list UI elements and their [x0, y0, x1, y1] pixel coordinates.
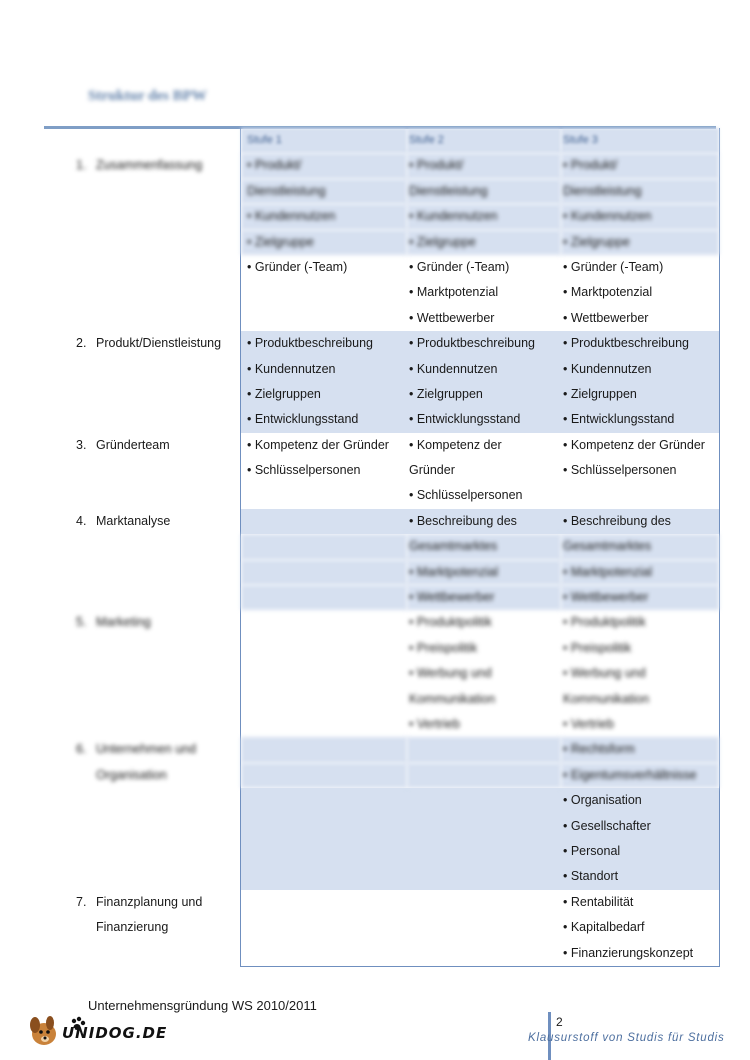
- row-topic: [96, 636, 241, 661]
- table-row: [64, 915, 720, 940]
- row-topic: Finanzplanung und: [96, 894, 203, 909]
- dog-nose: [44, 1037, 47, 1040]
- row-topic: [96, 534, 241, 559]
- stage-2-cell: • Preispolitik: [409, 640, 478, 655]
- stage-3-cell: • Gründer (-Team): [561, 255, 720, 280]
- stage-2-cell: Gründer: [409, 463, 455, 478]
- row-number: 5.: [76, 615, 87, 630]
- stage-1-cell: • Kompetenz der Gründer: [241, 433, 408, 458]
- dog-ear-shape: [46, 1016, 54, 1030]
- stage-3-cell: Kommunikation: [561, 687, 720, 712]
- row-topic: [96, 458, 241, 483]
- dog-eye: [46, 1030, 50, 1034]
- stage-3-cell: • Standort: [561, 864, 720, 889]
- stage-1-cell: • Zielgruppen: [241, 382, 408, 407]
- stage-3-cell: Gesamtmarktes: [561, 534, 720, 559]
- table-row: [64, 407, 720, 432]
- stage-3-cell: • Rentabilität: [561, 890, 720, 915]
- table-row: [64, 509, 720, 534]
- stage-1-cell: • Zielgruppe: [241, 230, 408, 255]
- table-row: [64, 280, 720, 305]
- stage-2-cell: [407, 763, 561, 788]
- row-topic: Finanzierung: [96, 920, 169, 935]
- table-row: [64, 712, 720, 737]
- table-header-row: [64, 128, 720, 153]
- row-topic: [96, 280, 241, 305]
- row-topic: Unternehmen und: [96, 742, 197, 757]
- row-topic: [96, 204, 241, 229]
- stage-3-cell: • Kundennutzen: [561, 357, 720, 382]
- stage-2-cell: • Kundennutzen: [407, 357, 561, 382]
- stage-1-cell: [241, 585, 408, 610]
- stage-3-cell: • Kompetenz der Gründer: [561, 433, 720, 458]
- row-topic: [96, 864, 241, 889]
- row-number: [64, 280, 96, 305]
- stage-3-cell: • Organisation: [561, 788, 720, 813]
- stage-1-cell: [241, 941, 408, 967]
- row-topic: [96, 661, 241, 686]
- row-number: [64, 941, 96, 967]
- row-number: [64, 661, 96, 686]
- row-number: [64, 357, 96, 382]
- table-row: [64, 153, 720, 178]
- footer-course: Unternehmensgründung WS 2010/2011: [88, 998, 317, 1013]
- stage-3-cell: Dienstleistung: [561, 179, 720, 204]
- row-number: [64, 560, 96, 585]
- row-number: [64, 407, 96, 432]
- table-row: [64, 306, 720, 331]
- stage-1-cell: [241, 788, 408, 813]
- stage-2-cell: [407, 839, 561, 864]
- stage-1-cell: [241, 306, 408, 331]
- bpw-structure-table: [64, 128, 720, 967]
- stage-1-cell: [241, 509, 408, 534]
- row-number: 3.: [76, 437, 87, 452]
- row-topic: [96, 585, 241, 610]
- stage-3-cell: • Beschreibung des: [561, 509, 720, 534]
- stage-3-cell: • Zielgruppen: [561, 382, 720, 407]
- stage-2-cell: • Entwicklungsstand: [407, 407, 561, 432]
- stage-3-cell: • Eigentumsverhältnisse: [561, 763, 720, 788]
- stage-1-cell: [241, 280, 408, 305]
- row-topic: [96, 483, 241, 508]
- row-topic: [96, 407, 241, 432]
- stage-3-cell: • Kapitalbedarf: [561, 915, 720, 940]
- row-number: [64, 814, 96, 839]
- row-number: [64, 788, 96, 813]
- stage-2-cell: • Zielgruppen: [407, 382, 561, 407]
- stage-2-cell: • Wettbewerber: [409, 310, 495, 325]
- table-row: [64, 560, 720, 585]
- table-row: [64, 357, 720, 382]
- row-number: [64, 687, 96, 712]
- dog-ear-shape: [30, 1017, 40, 1033]
- stage-3-cell: • Marktpotenzial: [561, 280, 720, 305]
- stage-2-cell: [407, 788, 561, 813]
- stage-1-cell: [241, 839, 408, 864]
- row-topic: Produkt/Dienstleistung: [96, 336, 222, 351]
- stage-1-cell: [241, 890, 408, 915]
- stage-2-cell: [407, 890, 561, 915]
- row-number: [64, 382, 96, 407]
- stage-1-cell: [241, 687, 408, 712]
- stage-3-cell: • Vertrieb: [561, 712, 720, 737]
- table-row: [64, 687, 720, 712]
- stage-2-cell: • Vertrieb: [409, 716, 460, 731]
- stage-3-cell: • Produkt/: [561, 153, 720, 178]
- stage-3-cell: • Zielgruppe: [561, 230, 720, 255]
- header-stage-3: Stufe 3: [561, 128, 720, 153]
- table-row: [64, 179, 720, 204]
- stage-2-cell: • Schlüsselpersonen: [409, 488, 523, 503]
- table-row: [64, 941, 720, 967]
- stage-3-cell: • Produktbeschreibung: [561, 331, 720, 356]
- stage-1-cell: • Produktbeschreibung: [241, 331, 408, 356]
- stage-2-cell: • Marktpotenzial: [409, 285, 499, 300]
- table-row: [64, 433, 720, 458]
- row-number: 7.: [76, 894, 87, 909]
- table-row: [64, 864, 720, 889]
- row-number: [64, 204, 96, 229]
- stage-2-cell: • Produkt/: [407, 153, 561, 178]
- stage-1-cell: • Entwicklungsstand: [241, 407, 408, 432]
- stage-2-cell: • Marktpotenzial: [407, 560, 561, 585]
- table-row: [64, 331, 720, 356]
- stage-2-cell: Dienstleistung: [407, 179, 561, 204]
- dog-eye: [39, 1030, 43, 1034]
- header-stage-2: Stufe 2: [407, 128, 561, 153]
- table-row: [64, 204, 720, 229]
- stage-3-cell: • Wettbewerber: [561, 585, 720, 610]
- table-row: [64, 636, 720, 661]
- row-number: 6.: [76, 742, 87, 757]
- stage-1-cell: [241, 712, 408, 737]
- stage-1-cell: [241, 483, 408, 508]
- row-topic: [96, 357, 241, 382]
- row-topic: [96, 941, 241, 967]
- stage-3-cell: • Finanzierungskonzept: [561, 941, 720, 967]
- logo-text: UNIDOG.DE: [62, 1024, 168, 1042]
- stage-2-cell: • Gründer (-Team): [409, 259, 510, 274]
- stage-3-cell: • Werbung und: [561, 661, 720, 686]
- stage-1-cell: [241, 737, 408, 762]
- table-row: [64, 382, 720, 407]
- row-topic: [96, 230, 241, 255]
- row-topic: [96, 382, 241, 407]
- stage-3-cell: • Wettbewerber: [561, 306, 720, 331]
- row-topic: [96, 687, 241, 712]
- stage-3-cell: • Preispolitik: [561, 636, 720, 661]
- table-row: [64, 814, 720, 839]
- row-number: [64, 585, 96, 610]
- stage-2-cell: [407, 737, 561, 762]
- table-row: [64, 610, 720, 635]
- row-number: [64, 534, 96, 559]
- row-topic: [96, 255, 241, 280]
- stage-2-cell: • Kundennutzen: [407, 204, 561, 229]
- stage-1-cell: [241, 661, 408, 686]
- row-number: [64, 864, 96, 889]
- stage-1-cell: [241, 610, 408, 635]
- table-row: [64, 255, 720, 280]
- table-row: [64, 890, 720, 915]
- header-stage-1: Stufe 1: [241, 128, 408, 153]
- paw-print-icon: [72, 1019, 76, 1023]
- stage-2-cell: • Werbung und: [409, 666, 492, 681]
- row-number: [64, 763, 96, 788]
- stage-3-cell: [561, 483, 720, 508]
- row-topic: Marketing: [96, 615, 151, 630]
- table-row: [64, 458, 720, 483]
- stage-2-cell: [407, 814, 561, 839]
- table-row: [64, 839, 720, 864]
- row-number: [64, 839, 96, 864]
- table-row: [64, 661, 720, 686]
- row-number: 2.: [76, 336, 87, 351]
- row-number: [64, 483, 96, 508]
- stage-3-cell: • Gesellschafter: [561, 814, 720, 839]
- row-number: [64, 712, 96, 737]
- stage-3-cell: • Personal: [561, 839, 720, 864]
- row-number: [64, 458, 96, 483]
- stage-1-cell: [241, 534, 408, 559]
- stage-2-cell: • Zielgruppe: [407, 230, 561, 255]
- stage-3-cell: • Schlüsselpersonen: [561, 458, 720, 483]
- row-number: 1.: [76, 158, 87, 173]
- document-title: Struktur des BPW: [88, 88, 207, 104]
- stage-3-cell: • Produktpolitik: [561, 610, 720, 635]
- row-topic: [96, 560, 241, 585]
- stage-2-cell: [407, 915, 561, 940]
- stage-1-cell: • Gründer (-Team): [241, 255, 408, 280]
- table-row: [64, 585, 720, 610]
- row-topic: Marktanalyse: [96, 513, 171, 528]
- table-row: [64, 230, 720, 255]
- row-topic: [96, 712, 241, 737]
- page-number: 2: [556, 1015, 563, 1029]
- stage-3-cell: • Entwicklungsstand: [561, 407, 720, 432]
- table-row: [64, 763, 720, 788]
- stage-1-cell: Dienstleistung: [241, 179, 408, 204]
- row-topic: Organisation: [96, 767, 167, 782]
- row-number: [64, 255, 96, 280]
- row-topic: Zusammenfassung: [96, 158, 203, 173]
- row-number: [64, 230, 96, 255]
- stage-2-cell: • Kompetenz der: [409, 437, 502, 452]
- row-topic: [96, 306, 241, 331]
- row-number: [64, 179, 96, 204]
- stage-1-cell: [241, 636, 408, 661]
- stage-1-cell: [241, 560, 408, 585]
- row-topic: [96, 179, 241, 204]
- stage-1-cell: [241, 814, 408, 839]
- stage-3-cell: • Rechtsform: [561, 737, 720, 762]
- stage-1-cell: [241, 763, 408, 788]
- stage-1-cell: • Kundennutzen: [241, 357, 408, 382]
- stage-2-cell: • Wettbewerber: [407, 585, 561, 610]
- stage-2-cell: [407, 941, 561, 967]
- row-number: 4.: [76, 513, 87, 528]
- row-number: [64, 636, 96, 661]
- table-row: [64, 483, 720, 508]
- stage-1-cell: • Kundennutzen: [241, 204, 408, 229]
- row-topic: [96, 788, 241, 813]
- stage-2-cell: • Produktpolitik: [409, 615, 492, 630]
- footer-tagline: Klausurstoff von Studis für Studis: [528, 1032, 725, 1044]
- stage-1-cell: • Schlüsselpersonen: [241, 458, 408, 483]
- stage-2-cell: Kommunikation: [409, 691, 496, 706]
- row-number: [64, 915, 96, 940]
- row-topic: [96, 814, 241, 839]
- stage-2-cell: • Produktbeschreibung: [407, 331, 561, 356]
- stage-2-cell: • Beschreibung des: [407, 509, 561, 534]
- table-row: [64, 737, 720, 762]
- stage-1-cell: [241, 915, 408, 940]
- row-topic: [96, 839, 241, 864]
- stage-1-cell: • Produkt/: [241, 153, 408, 178]
- stage-1-cell: [241, 864, 408, 889]
- table-row: [64, 534, 720, 559]
- stage-3-cell: • Marktpotenzial: [561, 560, 720, 585]
- table-row: [64, 788, 720, 813]
- row-number: [64, 306, 96, 331]
- row-topic: Gründerteam: [96, 437, 170, 452]
- stage-2-cell: Gesamtmarktes: [407, 534, 561, 559]
- stage-2-cell: [407, 864, 561, 889]
- stage-3-cell: • Kundennutzen: [561, 204, 720, 229]
